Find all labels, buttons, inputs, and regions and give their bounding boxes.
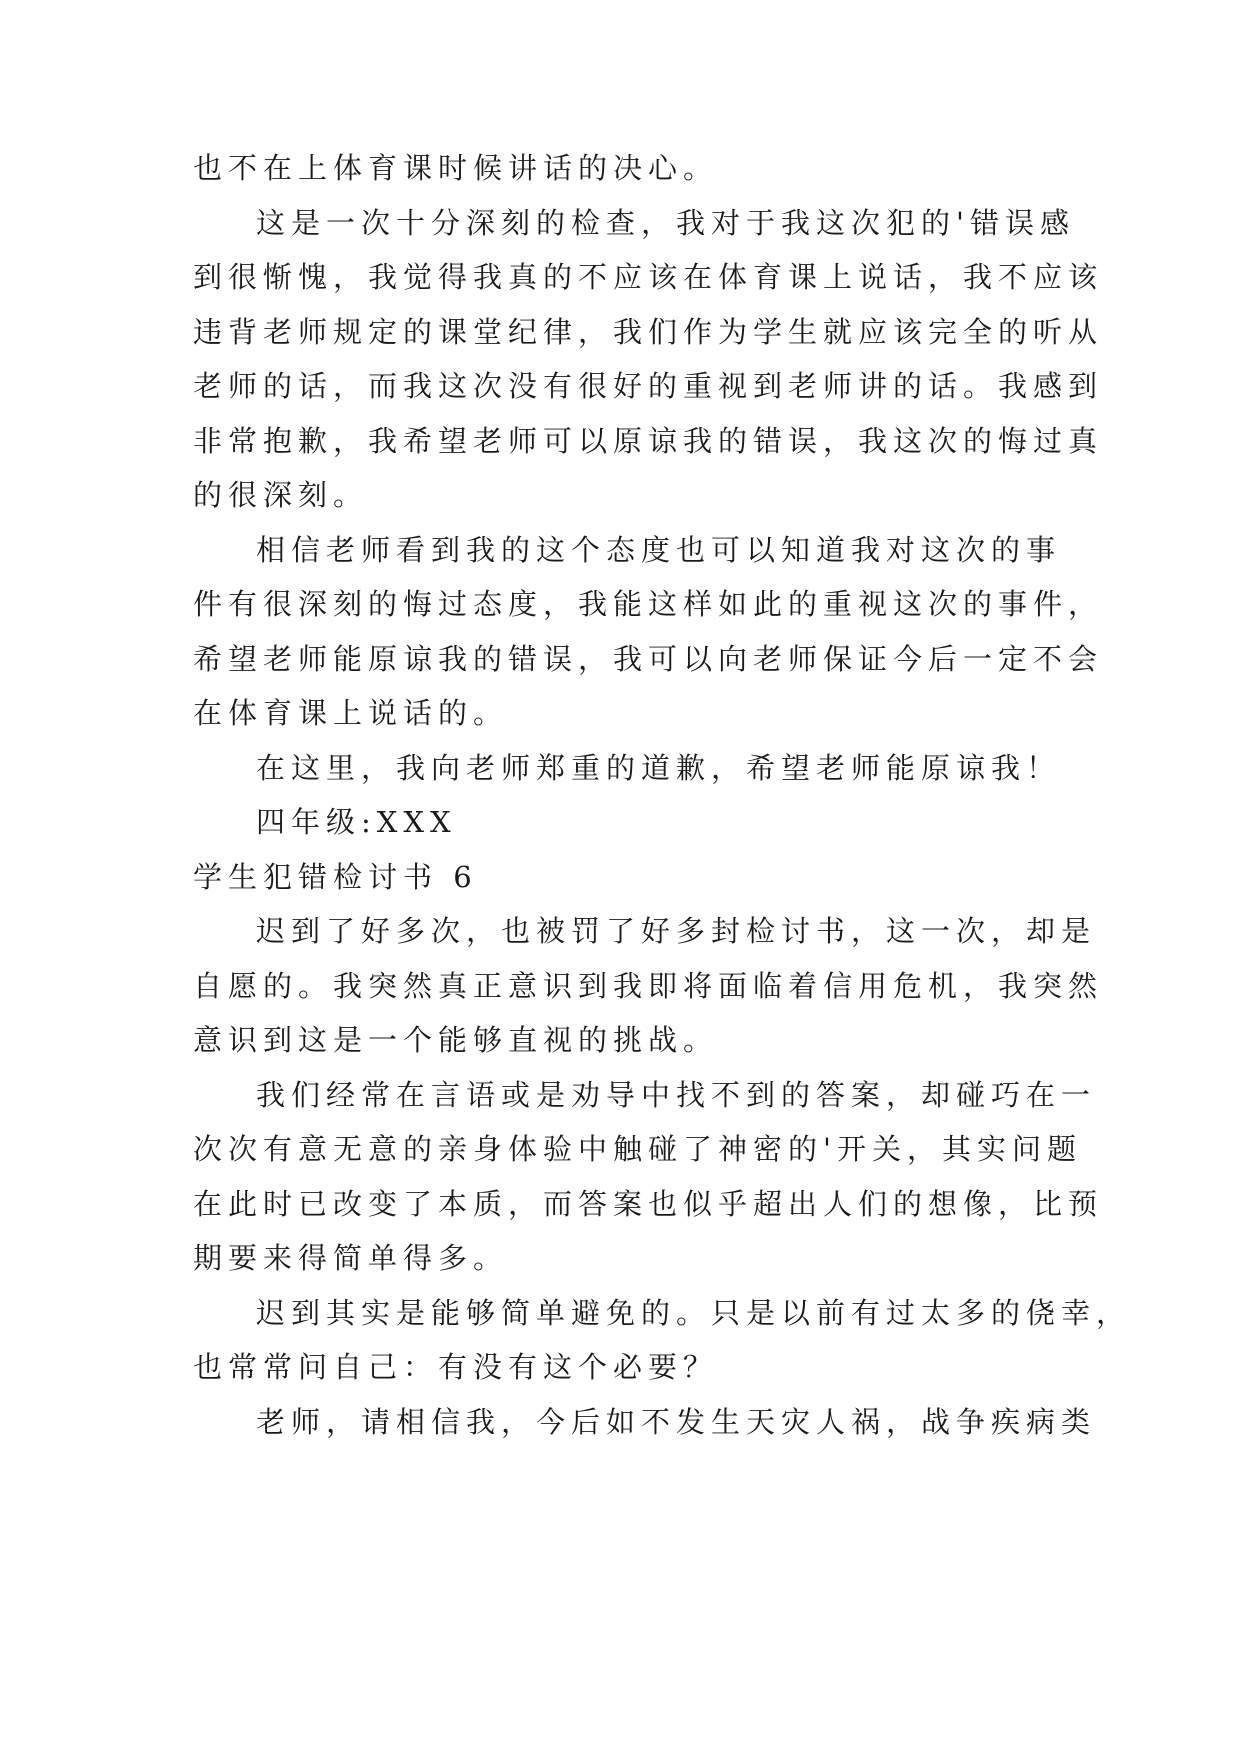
text-line: 的很深刻。 <box>193 478 369 512</box>
signature-line: 四年级:XXX <box>256 805 457 839</box>
text-line: 也常常问自己：有没有这个必要？ <box>193 1350 719 1384</box>
text-line: 也不在上体育课时候讲话的决心。 <box>193 151 719 185</box>
text-line: 期要来得简单得多。 <box>193 1241 509 1275</box>
text-line: 违背老师规定的课堂纪律，我们作为学生就应该完全的听从 <box>193 315 1104 349</box>
paragraph-start: 相信老师看到我的这个态度也可以知道我对这次的事 <box>256 533 1062 567</box>
paragraph-start: 这是一次十分深刻的检查，我对于我这次犯的'错误感 <box>256 206 1075 240</box>
text-line: 在此时已改变了本质，而答案也似乎超出人们的想像，比预 <box>193 1187 1104 1221</box>
paragraph-start: 老师，请相信我，今后如不发生天灾人祸，战争疾病类 <box>256 1405 1097 1439</box>
paragraph-start: 迟到了好多次，也被罚了好多封检讨书，这一次，却是 <box>256 914 1097 948</box>
text-line: 件有很深刻的悔过态度，我能这样如此的重视这次的事件， <box>193 587 1104 621</box>
paragraph-start: 在这里，我向老师郑重的道歉，希望老师能原谅我！ <box>256 751 1062 785</box>
text-line: 次次有意无意的亲身体验中触碰了神密的'开关，其实问题 <box>193 1132 1082 1166</box>
section-heading: 学生犯错检讨书 6 <box>193 860 478 894</box>
text-line: 希望老师能原谅我的错误，我可以向老师保证今后一定不会 <box>193 642 1104 676</box>
text-line: 非常抱歉，我希望老师可以原谅我的错误，我这次的悔过真 <box>193 424 1104 458</box>
paragraph-start: 我们经常在言语或是劝导中找不到的答案，却碰巧在一 <box>256 1078 1097 1112</box>
text-line: 到很惭愧，我觉得我真的不应该在体育课上说话，我不应该 <box>193 260 1104 294</box>
text-line: 意识到这是一个能够直视的挑战。 <box>193 1023 719 1057</box>
text-line: 自愿的。我突然真正意识到我即将面临着信用危机，我突然 <box>193 969 1104 1003</box>
text-line: 在体育课上说话的。 <box>193 696 509 730</box>
text-line: 老师的话，而我这次没有很好的重视到老师讲的话。我感到 <box>193 369 1104 403</box>
paragraph-start: 迟到其实是能够简单避免的。只是以前有过太多的侥幸， <box>256 1296 1132 1330</box>
